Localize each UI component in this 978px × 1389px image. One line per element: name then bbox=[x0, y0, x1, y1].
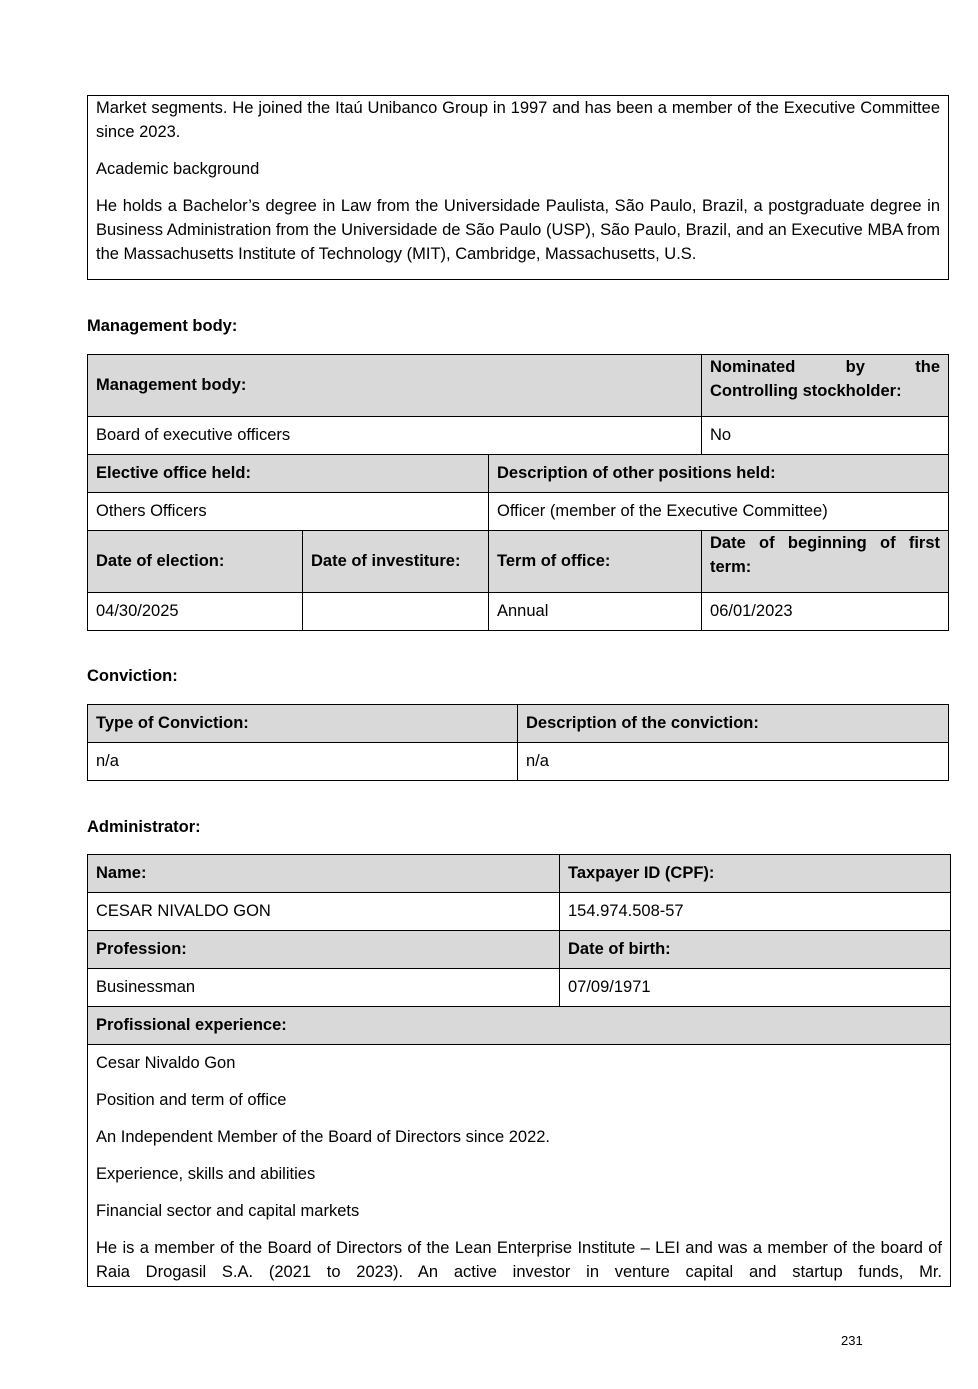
conviction-type-label: Type of Conviction: bbox=[88, 705, 518, 743]
elective-office-label: Elective office held: bbox=[88, 455, 489, 493]
birth-date-label: Date of birth: bbox=[560, 931, 951, 969]
date-election-value: 04/30/2025 bbox=[88, 593, 303, 631]
conviction-description-value: n/a bbox=[518, 743, 949, 781]
nominated-value: No bbox=[702, 417, 949, 455]
profession-value: Businessman bbox=[88, 969, 560, 1007]
experience-label: Profissional experience: bbox=[88, 1007, 951, 1045]
page-number: 231 bbox=[841, 1333, 863, 1348]
administrator-section-title: Administrator: bbox=[87, 818, 201, 836]
name-value: CESAR NIVALDO GON bbox=[88, 893, 560, 931]
experience-paragraph: An Independent Member of the Board of Directors since 2022. bbox=[96, 1128, 551, 1146]
management-body-label: Management body: bbox=[88, 355, 702, 417]
academic-background-text: He holds a Bachelor’s degree in Law from the Universidade Paulista, São Paulo, Brazil, a postgraduate degree in Business Administration from the Universidade de São Paulo (USP), São Paulo, Brazil, and an Executive MBA from the Massachusetts Institute of Technology (MIT), Cambridge, Massachusetts, U.S. bbox=[96, 197, 940, 263]
cpf-value: 154.974.508-57 bbox=[560, 893, 951, 931]
management-body-value: Board of executive officers bbox=[88, 417, 702, 455]
experience-paragraph: Cesar Nivaldo Gon bbox=[96, 1054, 236, 1072]
experience-paragraph: Experience, skills and abilities bbox=[96, 1165, 316, 1183]
academic-background-heading: Academic background bbox=[96, 160, 260, 178]
birth-date-value: 07/09/1971 bbox=[560, 969, 951, 1007]
management-section-title: Management body: bbox=[87, 317, 238, 335]
administrator-table bbox=[87, 854, 951, 1287]
term-office-value: Annual bbox=[489, 593, 702, 631]
name-label: Name: bbox=[88, 855, 560, 893]
nominated-label: Nominated by the Controlling stockholder: bbox=[702, 355, 949, 417]
term-office-label: Term of office: bbox=[489, 531, 702, 593]
experience-paragraph: He is a member of the Board of Directors of the Lean Enterprise Institute – LEI and was a member of the board of Raia Drogasil S.A. (2021 to 2023). An active investor in venture capital and startup funds, Mr. bbox=[96, 1239, 942, 1281]
biography-continuation-box bbox=[87, 95, 949, 280]
date-investiture-value bbox=[303, 593, 489, 631]
elective-office-value: Others Officers bbox=[88, 493, 489, 531]
other-positions-label: Description of other positions held: bbox=[489, 455, 949, 493]
conviction-type-value: n/a bbox=[88, 743, 518, 781]
first-term-label: Date of beginning of first term: bbox=[702, 531, 949, 593]
date-election-label: Date of election: bbox=[88, 531, 303, 593]
first-term-value: 06/01/2023 bbox=[702, 593, 949, 631]
biography-paragraph: Market segments. He joined the Itaú Unibanco Group in 1997 and has been a member of the Executive Committee since 2023. bbox=[96, 99, 940, 141]
experience-paragraph: Financial sector and capital markets bbox=[96, 1202, 360, 1220]
experience-paragraph: Position and term of office bbox=[96, 1091, 287, 1109]
conviction-description-label: Description of the conviction: bbox=[518, 705, 949, 743]
profession-label: Profession: bbox=[88, 931, 560, 969]
date-investiture-label: Date of investiture: bbox=[303, 531, 489, 593]
conviction-table bbox=[87, 704, 949, 781]
experience-content bbox=[88, 1045, 951, 1287]
management-table bbox=[87, 354, 949, 631]
cpf-label: Taxpayer ID (CPF): bbox=[560, 855, 951, 893]
other-positions-value: Officer (member of the Executive Committee) bbox=[489, 493, 949, 531]
conviction-section-title: Conviction: bbox=[87, 667, 178, 685]
